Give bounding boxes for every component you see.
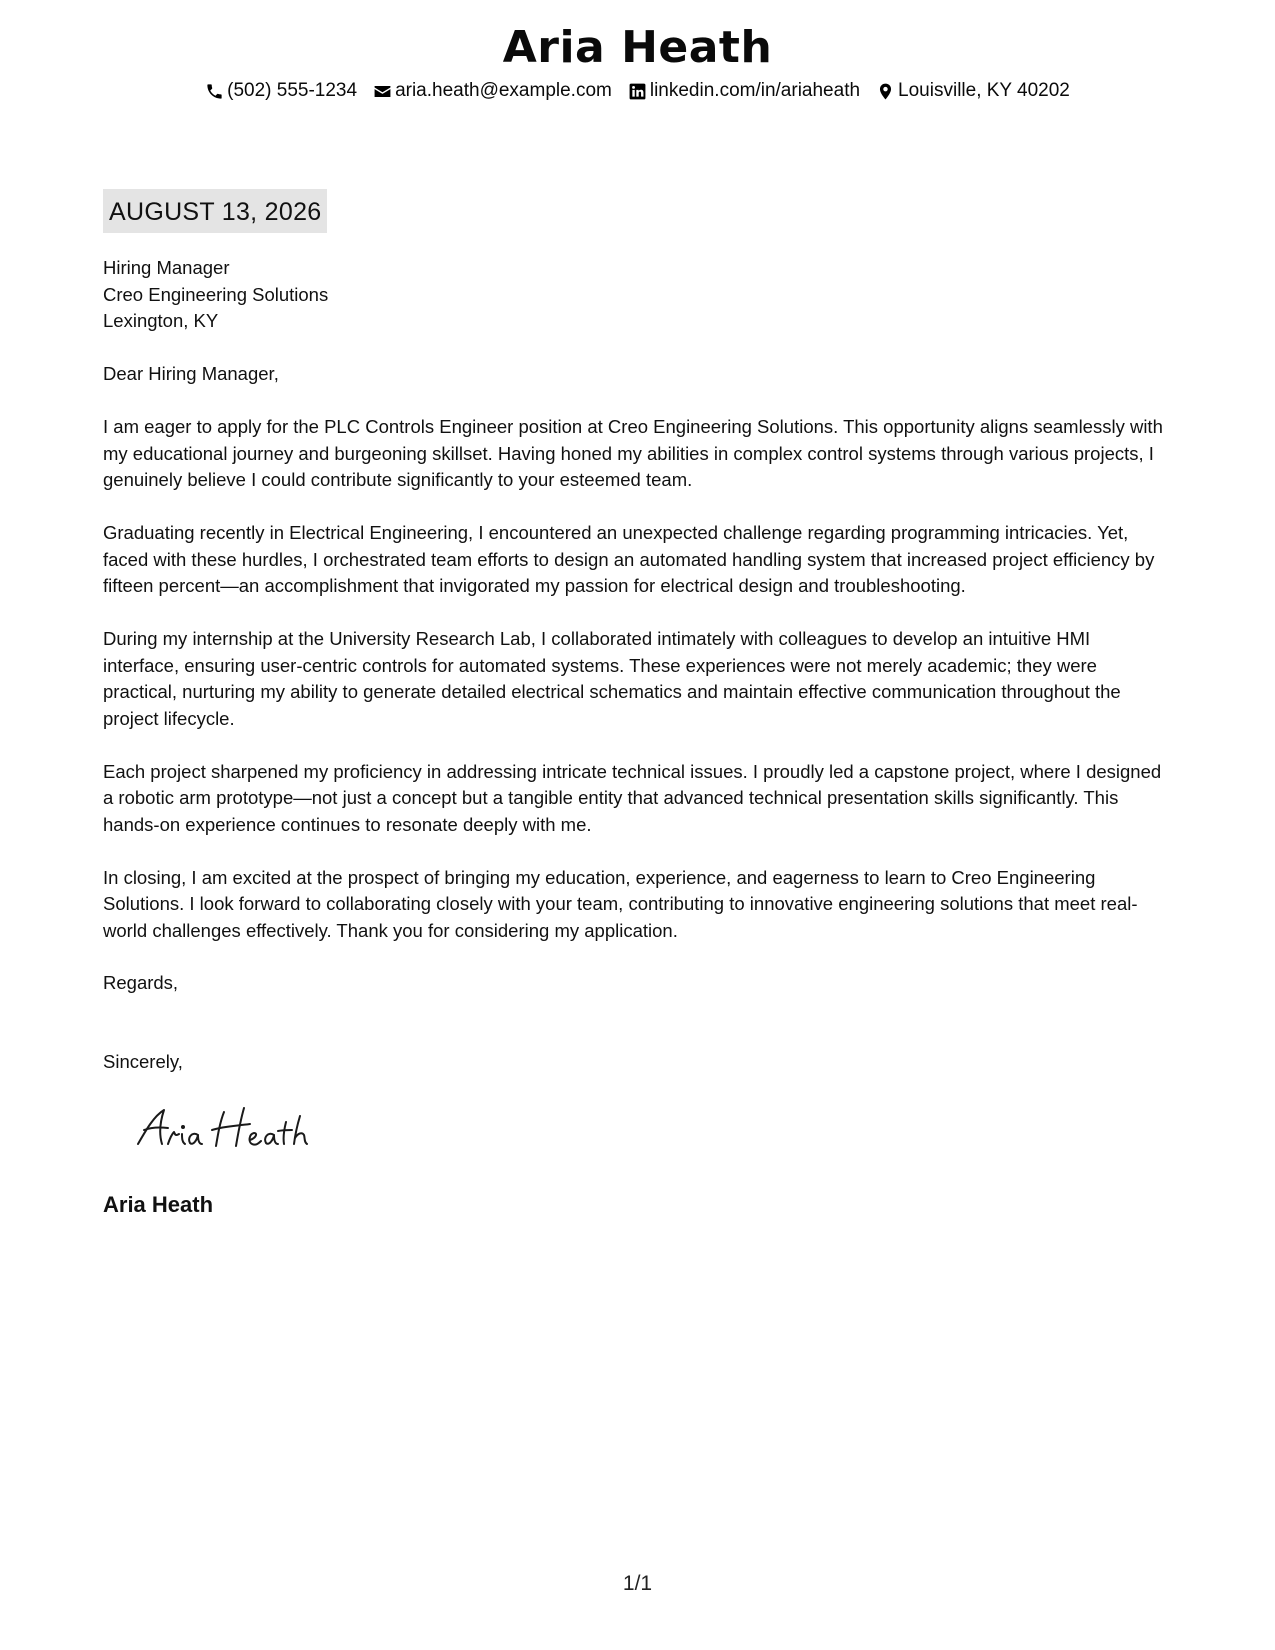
recipient-location: Lexington, KY: [103, 310, 219, 331]
recipient-title: Hiring Manager: [103, 257, 230, 278]
contact-email: [373, 78, 612, 104]
page-number: 1/1: [622, 1572, 653, 1595]
closing-sincerely: Sincerely,: [103, 1051, 183, 1072]
contact-phone: [205, 78, 357, 104]
contact-bar: [0, 78, 1275, 104]
linkedin-text: linkedin.com/in/ariaheath: [649, 80, 861, 101]
closing-regards: Regards,: [103, 972, 179, 993]
signed-name: Aria Heath: [103, 1192, 214, 1217]
body-paragraph: I am eager to apply for the PLC Controls Engineer position at Creo Engineering Solutions. This opportunity aligns seamlessly with my educational journey and burgeoning skillset. Having honed my abilities in complex control systems through various projects, I genuinely believe I could contribute significantly to your esteemed team.: [103, 416, 1163, 490]
linkedin-icon: [628, 82, 647, 101]
body-paragraph: During my internship at the University Research Lab, I collaborated intimately with colleagues to develop an intuitive HMI interface, ensuring user-centric controls for automated systems. These experiences were not merely academic; they were practical, nurturing my ability to generate detailed electrical schematics and maintain effective communication throughout the project lifecycle.: [103, 628, 1121, 729]
handwritten-signature: [132, 1100, 342, 1160]
letter-body: [103, 361, 1171, 971]
contact-location: [876, 78, 1070, 104]
salutation: Dear Hiring Manager,: [103, 363, 279, 384]
body-paragraph: Each project sharpened my proficiency in addressing intricate technical issues. I proudly led a capstone project, where I designed a robotic arm prototype—not just a concept but a tangible entity that advanced technical presentation skills significantly. This hands-on experience continues to resonate deeply with me.: [103, 760, 1162, 835]
recipient-company: Creo Engineering Solutions: [103, 283, 329, 305]
location-text: Louisville, KY 40202: [898, 80, 1070, 101]
recipient-block: [103, 255, 328, 335]
map-pin-icon: [876, 82, 895, 101]
envelope-icon: [373, 82, 392, 101]
contact-linkedin: [628, 78, 860, 104]
body-paragraph: Graduating recently in Electrical Engineering, I encountered an unexpected challenge regarding programming intricacies. Yet, faced with these hurdles, I orchestrated team efforts to design an automated handling system that increased project efficiency by fifteen percent—an accomplishment that invigorated my passion for electrical design and troubleshooting.: [103, 522, 1155, 596]
phone-icon: [205, 82, 224, 101]
letter-date: AUGUST 13, 2026: [103, 189, 327, 233]
phone-text: (502) 555-1234: [227, 80, 358, 101]
email-text: aria.heath@example.com: [395, 80, 612, 101]
body-paragraph: In closing, I am excited at the prospect of bringing my education, experience, and eagerness to learn to Creo Engineering Solutions. I look forward to collaborating closely with your team, contributing to innovative engineering solutions that meet real-world challenges effectively. Thank you for considering my application.: [103, 866, 1138, 941]
applicant-name: Aria Heath: [502, 22, 773, 73]
